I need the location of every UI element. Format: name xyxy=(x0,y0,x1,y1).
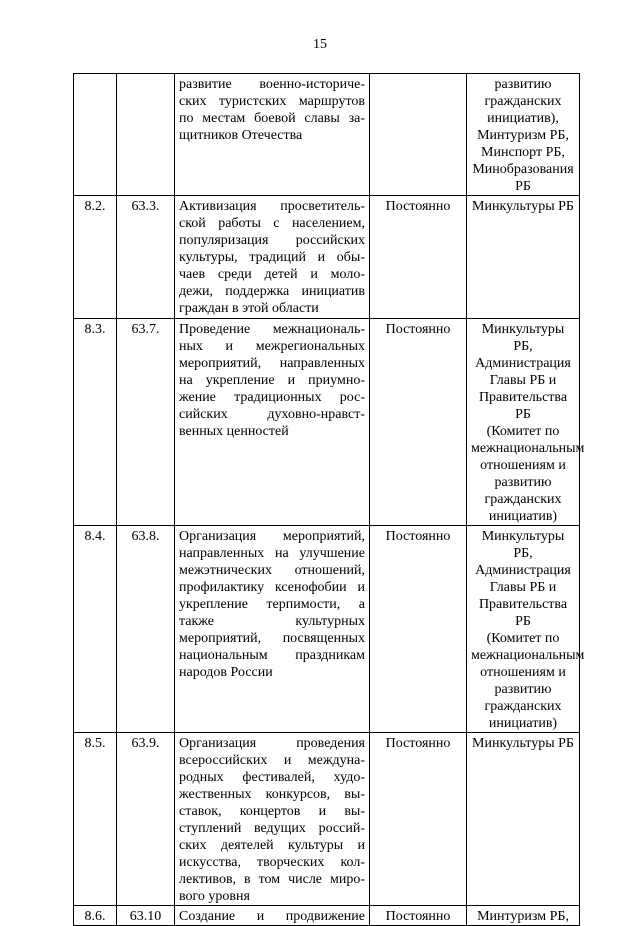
executor-line: гражданских xyxy=(484,94,562,109)
item-number-cell: 8.5. xyxy=(74,733,117,906)
executor-line: развитию xyxy=(494,682,552,697)
description-line: всероссийских и междуна- xyxy=(179,753,365,768)
executor-line: межнациональным xyxy=(471,441,585,456)
executor-line: Минспорт РБ, xyxy=(481,145,565,160)
description-line: культуры, традиций и обы- xyxy=(179,250,365,265)
description-line: граждан в этой области xyxy=(179,301,319,316)
executor-line: Администрация xyxy=(475,563,571,578)
term-cell: Постоянно xyxy=(370,526,467,733)
description-cell xyxy=(175,526,370,733)
description-line: лективов, в том числе миро- xyxy=(179,872,365,887)
executor-line: развитию xyxy=(494,77,552,92)
description-cell xyxy=(175,196,370,319)
table-row xyxy=(74,196,580,319)
description-line: родных фестивалей, худо- xyxy=(179,770,365,785)
executor-line: Правительства РБ xyxy=(478,597,568,629)
description-line: Активизация просветитель- xyxy=(179,199,365,214)
description-cell xyxy=(175,906,370,926)
table-row xyxy=(74,319,580,526)
description-line: ных и межрегиональных xyxy=(179,339,365,354)
executor-line: инициатив) xyxy=(488,509,558,524)
executor-line: Минобразования РБ xyxy=(472,162,574,194)
description-line: ских туристских маршрутов xyxy=(179,94,365,109)
description-line: популяризация российских xyxy=(179,233,365,248)
description-line: щитников Отечества xyxy=(179,128,303,143)
reference-number-cell: 63.10 xyxy=(117,906,175,926)
plan-table xyxy=(73,73,585,926)
table-row xyxy=(74,906,580,926)
description-line: на укрепление и приумно- xyxy=(179,373,365,388)
description-line: жение традиционных рос- xyxy=(179,390,365,405)
executors-cell xyxy=(467,906,580,926)
reference-number-cell: 63.7. xyxy=(117,319,175,526)
description-line: жественных конкурсов, вы- xyxy=(179,787,365,802)
description-line: национальным праздникам xyxy=(179,648,365,663)
executor-line: Минкультуры РБ, xyxy=(481,322,565,354)
term-cell: Постоянно xyxy=(370,733,467,906)
executor-line: Минкультуры РБ xyxy=(472,736,574,751)
description-line: ставок, концертов и вы- xyxy=(179,804,365,819)
description-line: ских деятелей культуры и xyxy=(179,838,365,853)
item-number-cell: 8.3. xyxy=(74,319,117,526)
description-line: сийских духовно-нравст- xyxy=(179,407,365,422)
term-cell: Постоянно xyxy=(370,196,467,319)
executors-cell xyxy=(467,319,585,526)
executor-line: (Комитет по xyxy=(486,424,560,439)
executor-line: Минтуризм РБ, xyxy=(477,128,569,143)
description-line: искусства, творческих кол- xyxy=(179,855,365,870)
table-row xyxy=(74,733,580,906)
description-line: Организация мероприятий, xyxy=(179,529,365,544)
reference-number-cell: 63.8. xyxy=(117,526,175,733)
executor-line: Минкультуры РБ xyxy=(472,199,574,214)
description-line: укрепление терпимости, а xyxy=(179,597,365,612)
description-line: также культурных xyxy=(179,614,365,629)
item-number-cell: 8.4. xyxy=(74,526,117,733)
executor-line: отношениям и xyxy=(480,458,566,473)
description-line: ступлений ведущих россий- xyxy=(179,821,365,836)
description-line: направленных на улучшение xyxy=(179,546,365,561)
table-row xyxy=(74,74,580,196)
item-number-cell: 8.6. xyxy=(74,906,117,926)
executor-line: отношениям и xyxy=(480,665,566,680)
description-line: Создание и продвижение xyxy=(179,909,365,924)
executor-line: Минкультуры РБ, xyxy=(481,529,565,561)
description-line: народов России xyxy=(179,665,273,680)
description-line: по местам боевой славы за- xyxy=(179,111,365,126)
description-line: дежи, поддержка инициатив xyxy=(179,284,365,299)
term-cell: Постоянно xyxy=(370,319,467,526)
description-line: профилактику ксенофобии и xyxy=(179,580,365,595)
executor-line: гражданских xyxy=(484,492,562,507)
executor-line: (Комитет по xyxy=(486,631,560,646)
table-row xyxy=(74,526,580,733)
description-line: мероприятий, направленных xyxy=(179,356,365,371)
description-line: развитие военно-историче- xyxy=(179,77,365,92)
executor-line: Администрация xyxy=(475,356,571,371)
executor-line: гражданских xyxy=(484,699,562,714)
term-cell: Постоянно xyxy=(370,906,467,926)
reference-number-cell: 63.3. xyxy=(117,196,175,319)
executor-line: Правительства РБ xyxy=(478,390,568,422)
executors-cell xyxy=(467,526,585,733)
description-line: чаев среди детей и моло- xyxy=(179,267,365,282)
description-line: вого уровня xyxy=(179,889,250,904)
executor-line: инициатив) xyxy=(488,716,558,731)
description-cell xyxy=(175,733,370,906)
executor-line: межнациональным xyxy=(471,648,585,663)
description-line: Организация проведения xyxy=(179,736,365,751)
item-number-cell xyxy=(74,74,117,196)
description-cell xyxy=(175,74,370,196)
reference-number-cell: 63.9. xyxy=(117,733,175,906)
description-line: венных ценностей xyxy=(179,424,289,439)
term-cell xyxy=(370,74,467,196)
executor-line: инициатив), xyxy=(487,111,559,126)
plan-table-body xyxy=(74,74,585,926)
description-line: межэтнических отношений, xyxy=(179,563,365,578)
executor-line: Главы РБ и xyxy=(489,580,557,595)
executor-line: развитию xyxy=(494,475,552,490)
item-number-cell: 8.2. xyxy=(74,196,117,319)
description-line: мероприятий, посвященных xyxy=(179,631,365,646)
executors-cell xyxy=(467,74,580,196)
description-line: Проведение межнациональ- xyxy=(179,322,365,337)
description-line: ской работы с населением, xyxy=(179,216,365,231)
executors-cell xyxy=(467,733,580,906)
reference-number-cell xyxy=(117,74,175,196)
page-number: 15 xyxy=(313,37,327,52)
executors-cell xyxy=(467,196,580,319)
description-cell xyxy=(175,319,370,526)
executor-line: Главы РБ и xyxy=(489,373,557,388)
executor-line: Минтуризм РБ, xyxy=(477,909,569,924)
